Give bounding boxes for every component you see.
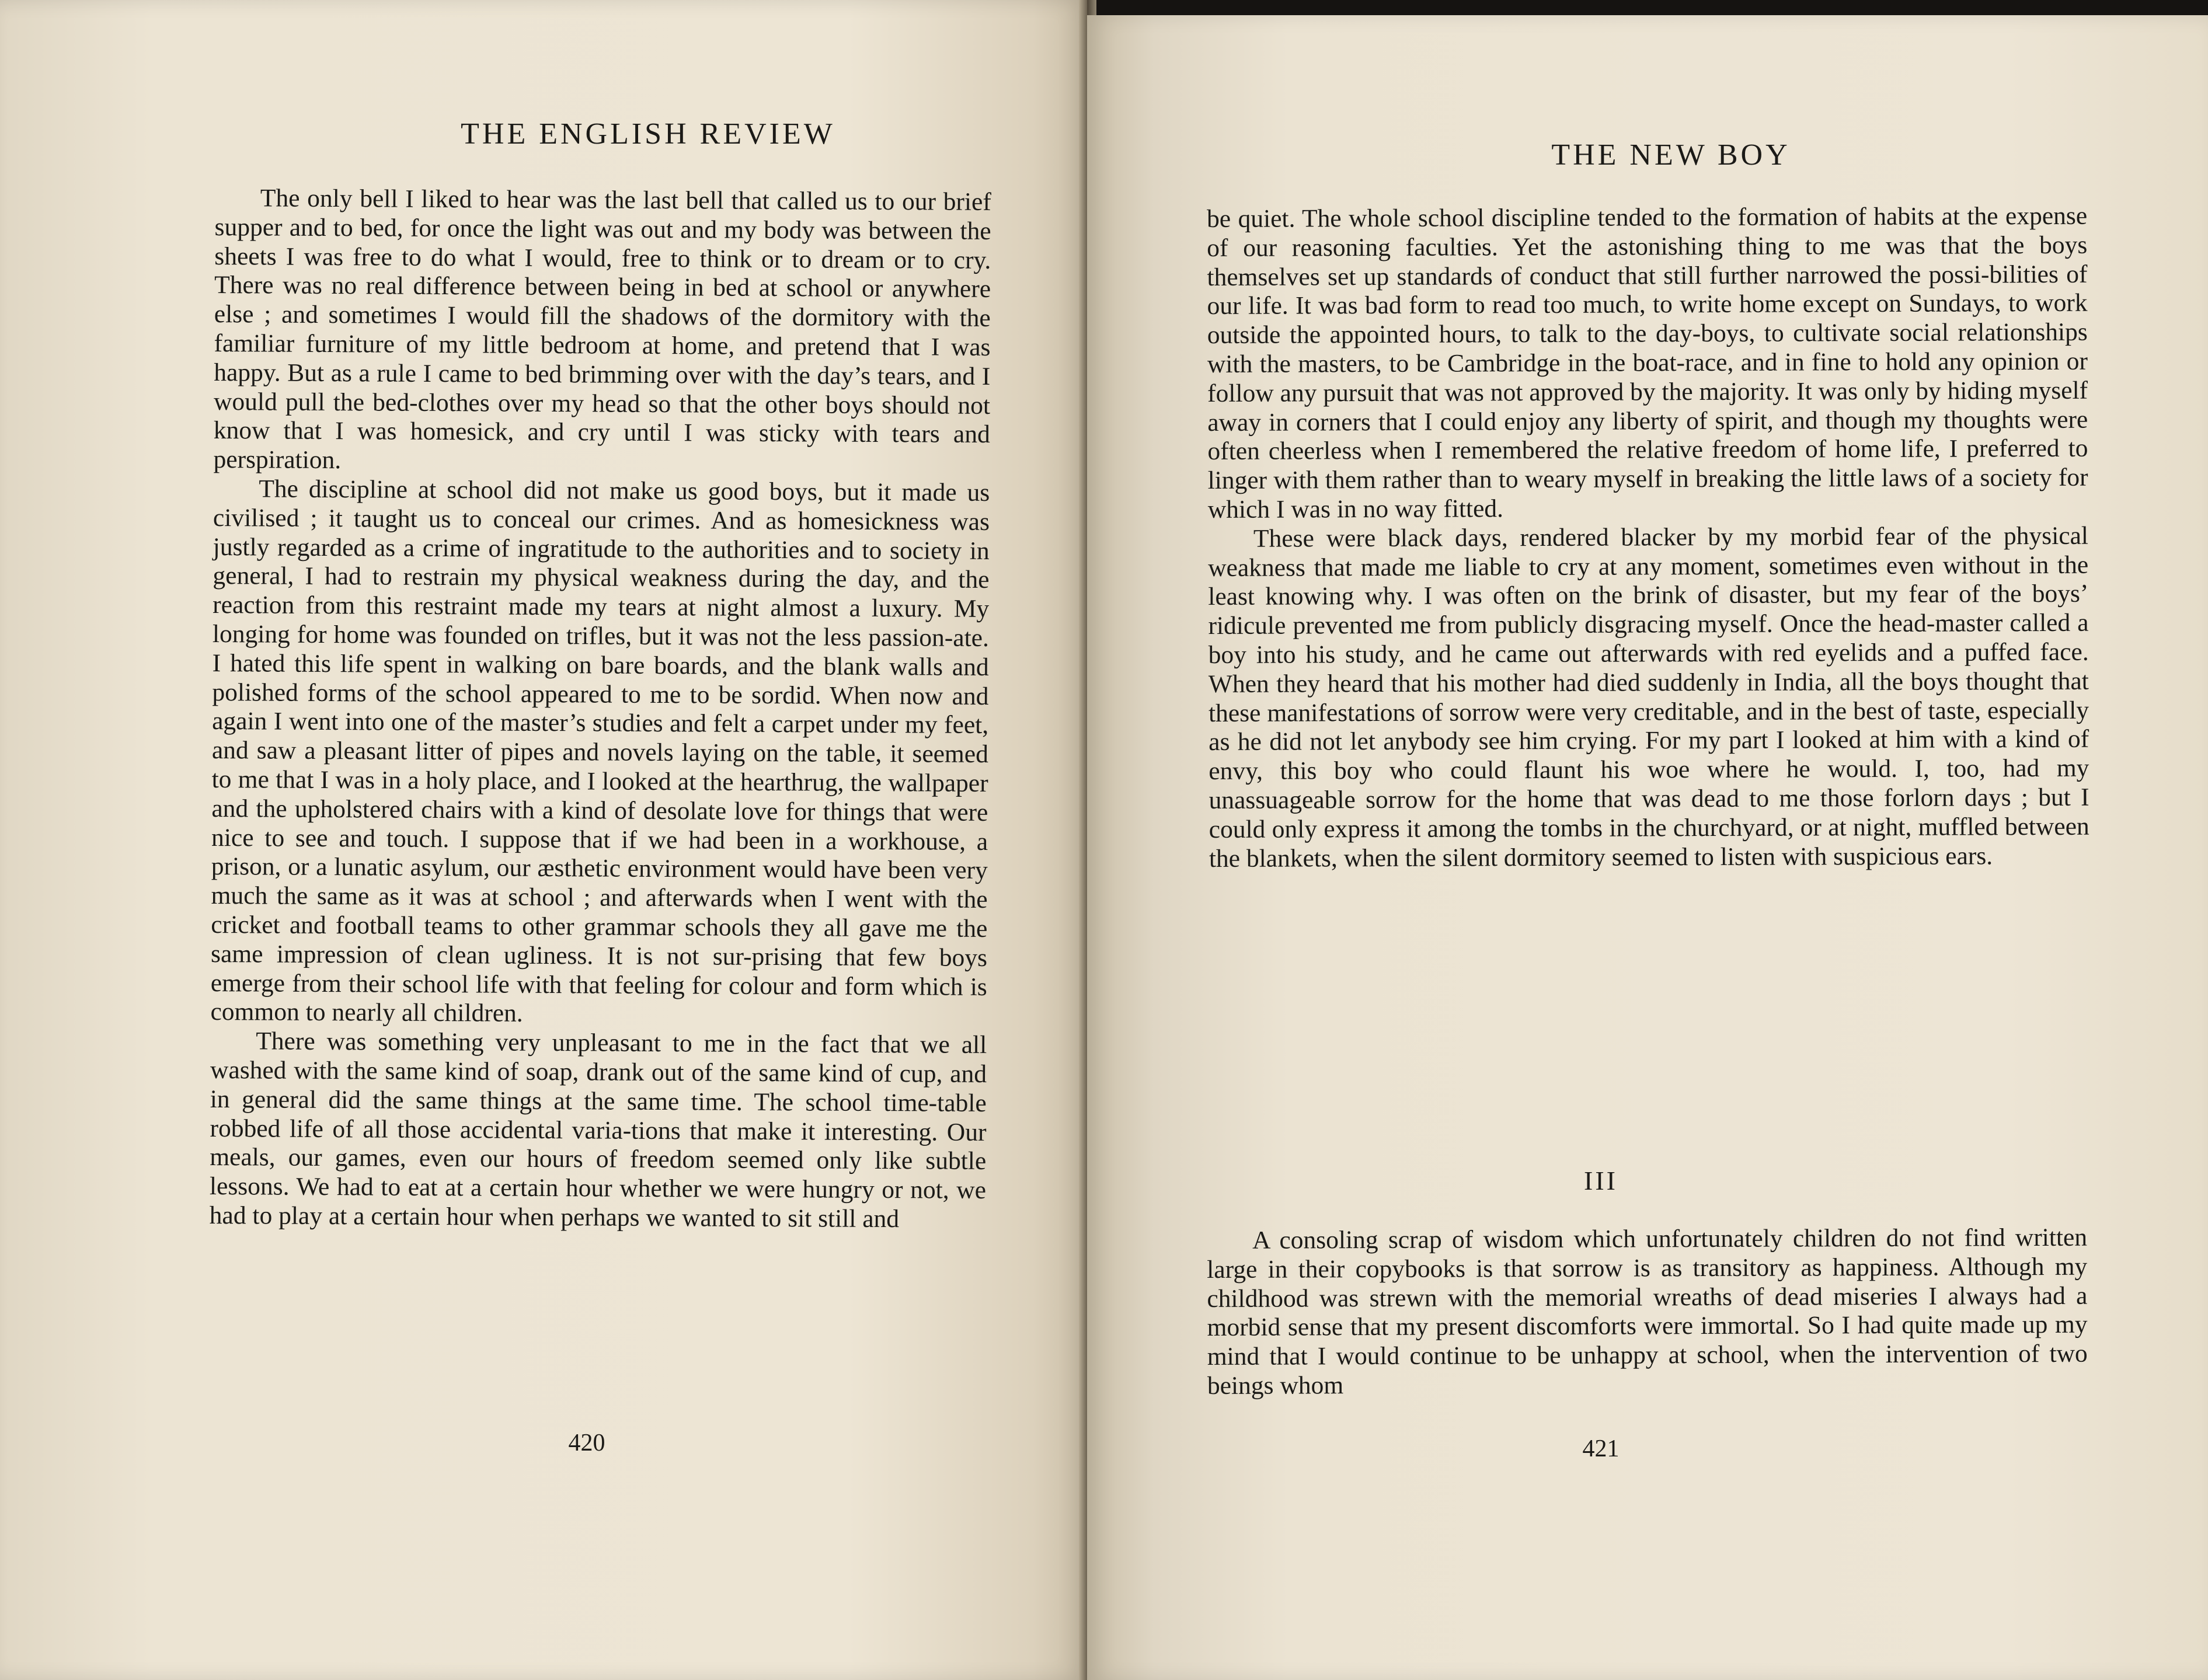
section-number: III <box>1584 1166 1618 1195</box>
running-head-left: THE ENGLISH REVIEW <box>461 117 835 151</box>
paragraph: The only bell I liked to hear was the last bell that called us to our brief supper and to bed, for once the light was out and my body was between the sheets I was free to do what I would, free to think or to dream or to cry. There was no real difference between being in bed at school or anywhere else ; and sometimes I would fill the shadows of the dormitory with the familiar furniture of my little bedroom at home, and pretend that I was happy. But as a rule I came to bed brimming over with the day’s tears, and I would pull the bed-clothes over my head so that the other boys should not know that I was homesick, and cry until I was sticky with tears and perspiration. <box>213 184 991 475</box>
paragraph: A consoling scrap of wisdom which unfortunately children do not find written large in their copybooks is that sorrow is as transitory as happiness. Although my childhood was strewn with the memorial wreaths of dead miseries I always had a morbid sense that my present discomforts were immortal. So I had quite made up my mind that I would continue to be unhappy at school, when the intervention of two beings whom <box>1207 1223 2088 1400</box>
left-page <box>0 0 1087 1680</box>
paragraph: These were black days, rendered blacker by my morbid fear of the physical weakness that made me liable to cry at any moment, sometimes even without in the least knowing why. I was often on the brink of disaster, but my fear of the boys’ ridicule prevented me from publicly disgracing myself. Once the head-master called a boy into his study, and he came out afterwards with red eyelids and a puffed face. When they heard that his mother had died suddenly in India, all the boys thought that these manifestations of sorrow were very creditable, and in the best of taste, especially as he did not let anybody see him crying. For my part I looked at him with a kind of envy, this boy who could flaunt his woe where he would. I, too, had my unassuageable sorrow for the home that was dead to me those forlorn days ; but I could only express it among the tombs in the churchyard, or at night, muffled between the blankets, when the silent dormitory seemed to listen with suspicious ears. <box>1208 521 2089 873</box>
paragraph: There was something very unpleasant to me in the fact that we all washed with the same kind of soap, drank out of the same kind of cup, and in general did the same things at the same time. The school time-table robbed life of all those accidental varia-tions that make it interesting. Our meals, our games, even our hours of freedom seemed only like subtle lessons. We had to eat at a certain hour whether we were hungry or not, we had to play at a certain hour when perhaps we wanted to sit still and <box>209 1027 987 1233</box>
page-number-left: 420 <box>568 1430 605 1456</box>
right-body-text-bottom <box>1207 1224 2088 1401</box>
right-page <box>1087 15 2208 1680</box>
right-body-text-top <box>1207 202 2089 874</box>
page-number-right: 421 <box>1582 1435 1620 1462</box>
left-body-text <box>210 184 991 1235</box>
paragraph: The discipline at school did not make us good boys, but it made us civilised ; it taught us to conceal our crimes. And as homesickness was justly regarded as a crime of ingratitude to the authorities and to society in general, I had to restrain my physical weakness during the day, and the reaction from this restraint made my tears at night almost a luxury. My longing for home was founded on trifles, but it was not the less passion-ate. I hated this life spent in walking on bare boards, and the blank walls and polished forms of the school appeared to me to be sordid. When now and again I went into one of the master’s studies and felt a carpet under my feet, and saw a pleasant litter of pipes and novels laying on the table, it seemed to me that I was in a holy place, and I looked at the hearthrug, the wallpaper and the upholstered chairs with a kind of desolate love for things that were nice to see and touch. I suppose that if we had been in a workhouse, a prison, or a lunatic asylum, our æsthetic environment would have been very much the same as it was at school ; and afterwards when I went with the cricket and football teams to other grammar schools they all gave me the same impression of clean ugliness. It is not sur-prising that few boys emerge from their school life with that feeling for colour and form which is common to nearly all children. <box>210 475 990 1028</box>
running-head-right: THE NEW BOY <box>1551 138 1791 172</box>
paragraph: be quiet. The whole school discipline tended to the formation of habits at the expense of our reasoning faculties. Yet the astonishing thing to me was that the boys themselves set up standards of conduct that still further narrowed the possi-bilities of our life. It was bad form to read too much, to write home except on Sundays, to work outside the appointed hours, to talk to the day-boys, to cultivate social relationships with the masters, to be Cambridge in the boat-race, and in fine to hold any opinion or follow any pursuit that was not approved by the majority. It was only by hiding myself away in corners that I could enjoy any liberty of spirit, and though my thoughts were often cheerless when I remembered the relative freedom of home life, I preferred to linger with them rather than to weary myself in breaking the little laws of a society for which I was in no way fitted. <box>1207 201 2088 524</box>
